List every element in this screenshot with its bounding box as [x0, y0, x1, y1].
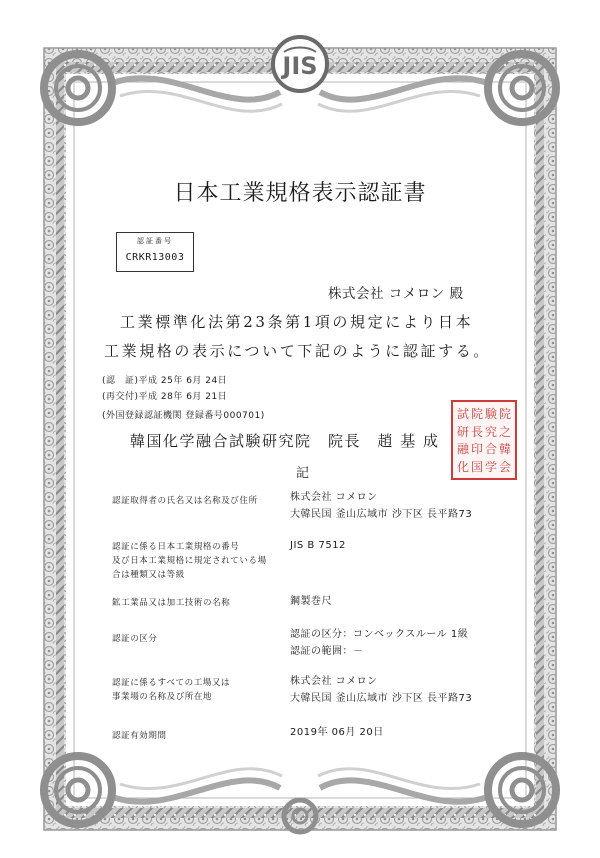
detail-line: 株式会社 コメロン	[290, 676, 378, 687]
seal-glyph: 院	[470, 407, 483, 422]
seal-glyph: 国	[470, 459, 483, 474]
detail-line: JIS B 7512	[290, 540, 346, 551]
certificate-number: CRKR13003	[125, 252, 185, 263]
detail-line: 合は種類又は等級	[112, 570, 185, 580]
detail-label-validity	[112, 729, 167, 743]
detail-line: 鋼製巻尺	[290, 596, 332, 607]
seal-glyph: 験	[484, 407, 497, 422]
detail-value-certification-category	[290, 626, 468, 660]
detail-line: 認証の範囲：－	[290, 646, 364, 657]
seal-glyph: 融	[456, 442, 469, 457]
seal-glyph: 院	[498, 407, 511, 422]
body-text-line-2: 工業規格の表示について下記のように認証する。	[104, 342, 491, 360]
reissue-date: (再交付)平成 28年 6月 21日	[102, 392, 228, 402]
detail-line: 認証有効期間	[112, 731, 167, 741]
detail-line: 2019年 06月 20日	[290, 727, 384, 738]
seal-glyph: 会	[498, 459, 511, 474]
seal-glyph: 合	[484, 442, 497, 457]
detail-value-validity	[290, 724, 384, 741]
detail-line: 認証の区分：コンベックスルール 1級	[290, 629, 469, 640]
detail-line: 事業場の名称及び所在地	[112, 692, 213, 702]
seal-glyph: 印	[470, 442, 483, 457]
certificate-title: 日本工業規格表示認証書	[173, 181, 427, 206]
detail-line: 認証に係る日本工業規格の番号	[112, 542, 240, 552]
jis-logo-text: JIS	[282, 52, 318, 80]
detail-line: 鉱工業品又は加工技術の名称	[112, 598, 231, 608]
certificate-number-label: 認証番号	[137, 237, 173, 245]
detail-line: 認証の区分	[112, 634, 158, 644]
certificate-number-box	[116, 232, 194, 272]
detail-value-factory	[290, 673, 472, 707]
detail-label-certification-category	[112, 632, 158, 646]
body-text-line-1: 工業標準化法第23条第1項の規定により日本	[120, 313, 474, 331]
seal-glyph: 研	[456, 424, 469, 439]
detail-line: 大韓民国 釜山広域市 沙下区 長平路73	[290, 509, 473, 520]
detail-line: 及び日本工業規格に規定されている場	[112, 556, 267, 566]
ki-heading: 記	[296, 466, 310, 481]
seal-glyph: 之	[498, 424, 511, 439]
detail-line: 株式会社 コメロン	[290, 492, 378, 503]
detail-value-jis-number	[290, 537, 346, 554]
detail-line: 認証取得者の氏名又は名称及び住所	[112, 496, 258, 506]
red-seal-stamp	[451, 400, 517, 480]
seal-glyph: 試	[456, 407, 469, 422]
recipient-name: 株式会社 コメロン 殿	[328, 286, 464, 302]
certification-date: (認 証)平成 25年 6月 24日	[102, 376, 228, 386]
detail-label-product-name	[112, 596, 230, 610]
seal-glyph: 学	[484, 459, 497, 474]
issuer-director: 韓国化学融合試験研究院 院長 趙 基 成	[130, 432, 440, 450]
detail-line: 大韓民国 釜山広域市 沙下区 長平路73	[290, 693, 473, 704]
detail-label-holder	[112, 494, 258, 508]
seal-glyph: 究	[484, 424, 497, 439]
registration-number: (外国登録認証機関 登録番号000701)	[102, 411, 265, 421]
seal-glyph: 韓	[498, 442, 511, 457]
detail-value-holder	[290, 489, 472, 523]
seal-glyph: 長	[470, 424, 483, 439]
detail-label-jis-number	[112, 540, 267, 582]
detail-label-factory	[112, 676, 230, 704]
detail-line: 認証に係るすべての工場又は	[112, 678, 231, 688]
detail-value-product-name	[290, 593, 332, 610]
seal-glyph: 化	[456, 459, 469, 474]
